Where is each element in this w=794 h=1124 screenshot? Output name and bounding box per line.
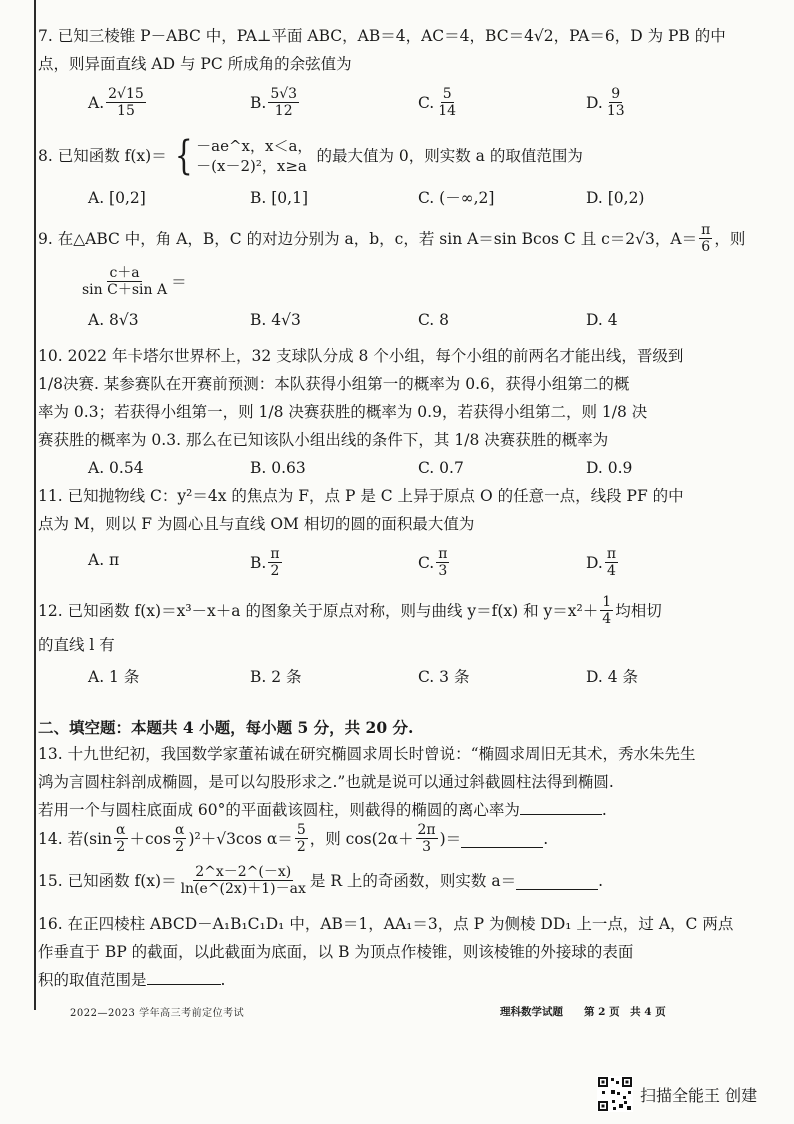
q13-line2: 鸿为言圆柱斜剖成椭圆，是可以勾股形求之.”也就是说可以通过斜截圆柱法得到椭圆.: [38, 773, 614, 791]
q12-option-b: B. 2 条: [250, 668, 302, 686]
q12-line1: 12. 已知函数 f(x)＝x³－x＋a 的图象关于原点对称，则与曲线 y＝f(x) 和 y＝x²＋ $\frac{1}{4}$ 均相切: [38, 594, 662, 627]
q7-option-b: B. $\frac{5√3}{12}$: [250, 86, 298, 119]
question-8: [38, 133, 754, 212]
q12-option-a: A. 1 条: [88, 668, 140, 686]
q8-case2: －(x－2)²，x≥a: [196, 157, 307, 175]
footer-page-info: 理科数学试题 第 2 页 共 4 页: [500, 1006, 666, 1018]
q14-line: 14. 若(sin $\frac{\alpha}{2}$ ＋cos $\frac{\alpha}{2}$ )²＋√3cos α＝ $\frac{5}{2}$ ，则 cos(2α＋ $\frac{2\pi}{3}$ )＝ .: [38, 822, 549, 855]
question-14: [38, 822, 754, 855]
question-11: [38, 482, 754, 590]
question-15: [38, 864, 754, 897]
q12-options: [38, 663, 754, 691]
q13-answer-blank[interactable]: [520, 796, 602, 815]
question-13: [38, 740, 754, 824]
q8-case1: －ae^x，x＜a，: [196, 137, 313, 155]
q10-options: [38, 454, 754, 482]
q7-option-d: D. $\frac{9}{13}$: [586, 86, 625, 119]
q12-line2: 的直线 l 有: [38, 636, 115, 654]
question-12: [38, 594, 754, 691]
q10-line1: 10. 2022 年卡塔尔世界杯上，32 支球队分成 8 个小组，每个小组的前两名才能出线，晋级到: [38, 347, 684, 365]
question-10: [38, 342, 754, 482]
q11-option-b: B. $\frac{\pi}{2}$: [250, 546, 280, 579]
q11-option-c: C. $\frac{\pi}{3}$: [418, 546, 448, 579]
q11-options: [38, 546, 754, 590]
margin-rule: [34, 0, 36, 1010]
q16-line3: 积的取值范围是 .: [38, 966, 754, 994]
q10-option-d: D. 0.9: [586, 459, 633, 477]
q14-answer-blank[interactable]: [461, 829, 543, 848]
q15-answer-blank[interactable]: [516, 871, 598, 890]
q9-option-c: C. 8: [418, 311, 450, 329]
section-fill-in-heading: 二、填空题：本题共 4 小题，每小题 5 分，共 20 分.: [38, 718, 414, 737]
q9-option-d: D. 4: [586, 311, 618, 329]
q7-line1: 7. 已知三棱锥 P－ABC 中，PA⊥平面 ABC，AB＝4，AC＝4，BC＝4√2，PA＝6，D 为 PB 的中: [38, 27, 726, 45]
q7-option-c: C. $\frac{5}{14}$: [418, 86, 457, 119]
q8-line1: 8. 已知函数 f(x)＝ { －ae^x，x＜a， －(x－2)²，x≥a 的最大值为 0，则实数 a 的取值范围为: [38, 133, 583, 179]
q10-option-a: A. 0.54: [88, 459, 144, 477]
q7-options: [38, 86, 754, 130]
q9-line2: $\frac{c+a}{\text{sin C＋sin A}}$ ＝: [82, 265, 187, 298]
q8-option-b: B. [0,1]: [250, 189, 308, 207]
q13-line1: 13. 十九世纪初，我国数学家董祐诚在研究椭圆求周长时曾说：“椭圆求周旧无其术，秀水朱先生: [38, 745, 696, 763]
question-16: [38, 910, 754, 994]
q7-line2: 点，则异面直线 AD 与 PC 所成角的余弦值为: [38, 55, 352, 73]
scanner-watermark: 扫描全能王 创建: [640, 1086, 758, 1105]
q9-options: [38, 306, 754, 334]
q15-line: 15. 已知函数 f(x)＝ $\frac{2\^{}x-2\^{}(-x)}{\ln(e\^{}(2x)+1)-ax}$ 是 R 上的奇函数，则实数 a＝ .: [38, 864, 604, 897]
q9-option-b: B. 4√3: [250, 311, 301, 329]
q12-option-d: D. 4 条: [586, 668, 639, 686]
q11-line2: 点为 M，则以 F 为圆心且与直线 OM 相切的圆的面积最大值为: [38, 515, 475, 533]
question-7: [38, 22, 754, 130]
qr-code-icon: [597, 1076, 633, 1112]
q10-option-b: B. 0.63: [250, 459, 306, 477]
q8-option-c: C. (－∞,2]: [418, 189, 495, 207]
q10-option-c: C. 0.7: [418, 459, 464, 477]
q10-line3: 率为 0.3；若获得小组第一，则 1/8 决赛获胜的概率为 0.9，若获得小组第二，则 1/8 决: [38, 403, 648, 421]
question-9: [38, 222, 754, 334]
q9-option-a: A. 8√3: [88, 311, 139, 329]
q10-line2: 1/8决赛. 某参赛队在开赛前预测：本队获得小组第一的概率为 0.6，获得小组第二的概: [38, 375, 630, 393]
q7-option-a: A. $\frac{2√15}{15}$: [88, 86, 144, 119]
q9-line1: 9. 在△ABC 中，角 A，B，C 的对边分别为 a，b，c，若 sin A＝sin Bcos C 且 c＝2√3，A＝ $\frac{\pi}{6}$ ，则: [38, 222, 746, 255]
q11-option-d: D. $\frac{\pi}{4}$: [586, 546, 617, 579]
q8-option-d: D. [0,2): [586, 189, 645, 207]
q13-line3: 若用一个与圆柱底面成 60°的平面截该圆柱，则截得的椭圆的离心率为 .: [38, 796, 754, 824]
q8-option-a: A. [0,2]: [88, 189, 146, 207]
q12-option-c: C. 3 条: [418, 668, 470, 686]
q8-options: [38, 184, 754, 212]
q16-line1: 16. 在正四棱柱 ABCD－A₁B₁C₁D₁ 中，AB＝1，AA₁＝3，点 P 为侧棱 DD₁ 上一点，过 A，C 两点: [38, 915, 734, 933]
q11-line1: 11. 已知抛物线 C：y²＝4x 的焦点为 F，点 P 是 C 上异于原点 O 的任意一点，线段 PF 的中: [38, 487, 684, 505]
q11-option-a: A. π: [88, 551, 120, 569]
q10-line4: 赛获胜的概率为 0.3. 那么在已知该队小组出线的条件下，其 1/8 决赛获胜的概率为: [38, 431, 609, 449]
footer-exam-title: 2022—2023 学年高三考前定位考试: [70, 1008, 245, 1019]
q16-answer-blank[interactable]: [147, 966, 221, 985]
q16-line2: 作垂直于 BP 的截面，以此截面为底面，以 B 为顶点作棱锥，则该棱锥的外接球的表面: [38, 943, 634, 961]
